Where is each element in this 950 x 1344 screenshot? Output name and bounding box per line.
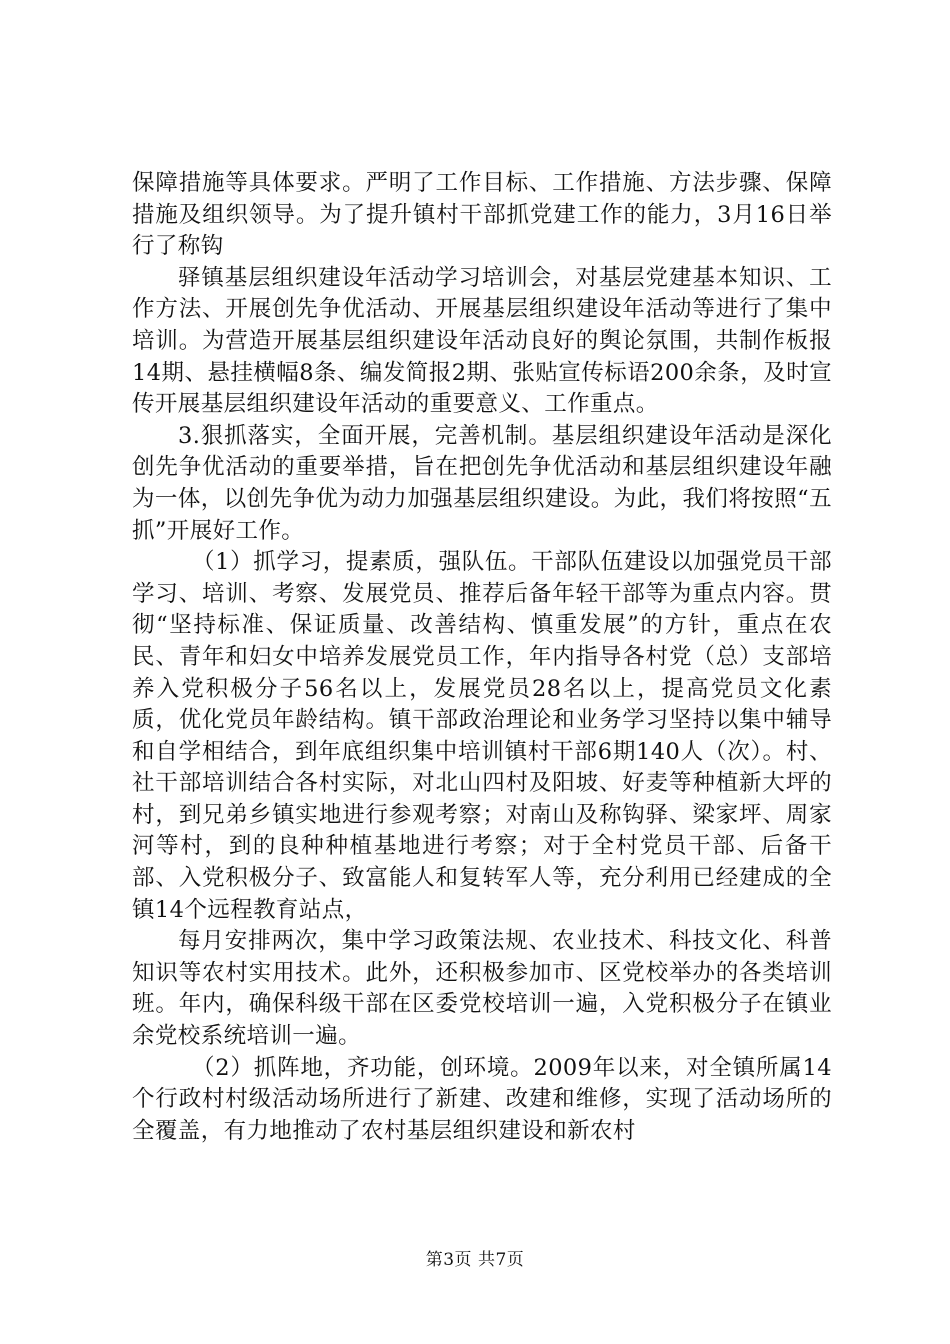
paragraph-6: （2）抓阵地，齐功能，创环境。2009年以来，对全镇所属14个行政村村级活动场所进行了新建、改建和维修，实现了活动场所的全覆盖，有力地推动了农村基层组织建设和新农村 <box>132 1054 832 1144</box>
page-footer: 第3页 共7页 <box>425 1250 525 1270</box>
paragraph-5: 每月安排两次，集中学习政策法规、农业技术、科技文化、科普知识等农村实用技术。此外，还积极参加市、区党校举办的各类培训班。年内，确保科级干部在区委党校培训一遍，入党积极分子在镇业余党校系统培训一遍。 <box>132 928 832 1050</box>
paragraph-2: 驿镇基层组织建设年活动学习培训会，对基层党建基本知识、工作方法、开展创先争优活动、开展基层组织建设年活动等进行了集中培训。为营造开展基层组织建设年活动良好的舆论氛围，共制作板报14期、悬挂横幅8条、编发简报2期、张贴宣传标语200余条，及时宣传开展基层组织建设年活动的重要意义、工作重点。 <box>132 264 832 418</box>
paragraph-4: （1）抓学习，提素质，强队伍。干部队伍建设以加强党员干部学习、培训、考察、发展党员、推荐后备年轻干部等为重点内容。贯彻“坚持标准、保证质量、改善结构、慎重发展”的方针，重点在农民、青年和妇女中培养发展党员工作，年内指导各村党（总）支部培养入党积极分子56名以上，发展党员28名以上，提高党员文化素质，优化党员年龄结构。镇干部政治理论和业务学习坚持以集中辅导和自学相结合，到年底组织集中培训镇村干部6期140人（次）。村、社干部培训结合各村实际，对北山四村及阳坡、好麦等种植新大坪的村，到兄弟乡镇实地进行参观考察；对南山及称钩驿、梁家坪、周家河等村，到的良种种植基地进行考察；对于全村党员干部、后备干部、入党积极分子、致富能人和复转军人等，充分利用已经建成的全镇14个远程教育站点， <box>132 549 832 923</box>
paragraph-1: 保障措施等具体要求。严明了工作目标、工作措施、方法步骤、保障措施及组织领导。为了提升镇村干部抓党建工作的能力，3月16日举行了称钩 <box>132 170 832 260</box>
paragraph-3: 3.狠抓落实，全面开展，完善机制。基层组织建设年活动是深化创先争优活动的重要举措，旨在把创先争优活动和基层组织建设年融为一体，以创先争优为动力加强基层组织建设。为此，我们将按照“五抓”开展好工作。 <box>132 422 832 544</box>
document-body <box>132 168 832 1147</box>
